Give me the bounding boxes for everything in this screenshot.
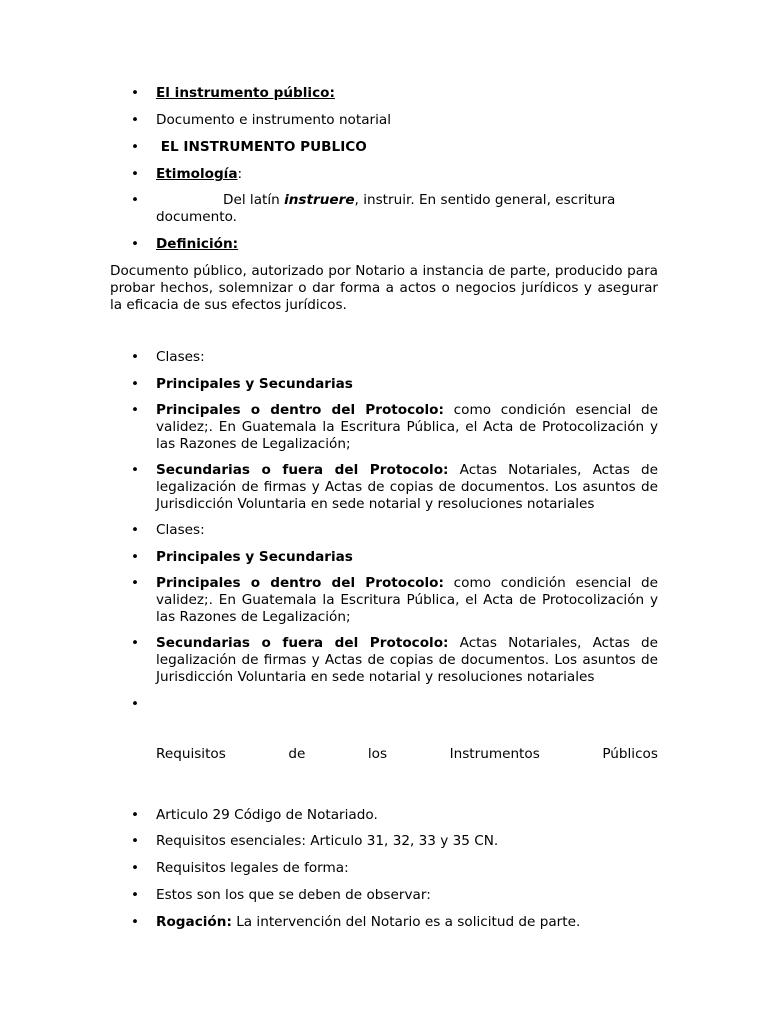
term-rogacion: Rogación: [156,914,232,930]
heading-instrumento-publico: El instrumento público: [156,85,335,101]
bullet-text: Clases: [156,349,205,365]
requisitos-heading [156,746,658,763]
bullet-articulo-29 [156,807,658,824]
term-principales: Principales o dentro del Protocolo: [156,575,444,591]
heading-definicion: Definición: [156,236,239,252]
heading-caps: EL INSTRUMENTO PUBLICO [156,139,367,155]
bullet-text: Articulo 29 Código de Notariado. [156,807,378,823]
term-description: como condición esencial de validez;. En Guatemala la Escritura Pública, el Acta de Protocolización y las Razones de Legalización; [156,575,658,625]
bullet-requisitos-forma [156,860,658,877]
bullet-text: Principales y Secundarias [156,376,353,392]
bullet-documento-instrumento [156,112,658,129]
bullet-clases [156,349,658,366]
requisitos-word: Instrumentos [449,746,540,762]
bullet-text: Clases: [156,522,205,538]
bullet-rogacion [156,914,658,931]
bullet-text: Estos son los que se deben de observar: [156,887,431,903]
term-description: Actas Notariales, Actas de legalización de firmas y Actas de copias de documentos. Los asuntos de Jurisdicción Voluntaria en sede notarial y resoluciones notariales [156,462,659,512]
etimologia-pre: Del latín [223,192,285,208]
bullet-observar [156,887,658,904]
term-secundarias: Secundarias o fuera del Protocolo: [156,635,449,651]
term-secundarias: Secundarias o fuera del Protocolo: [156,462,449,478]
requisitos-word: Requisitos [156,746,226,762]
colon: : [237,166,243,182]
latin-word: instruere [284,192,355,208]
bullet-etimologia-text [156,192,658,226]
term-description: como condición esencial de validez;. En Guatemala la Escritura Pública, el Acta de Protocolización y las Razones de Legalización; [156,402,658,452]
bullet-secundarias-protocolo [156,462,658,512]
requisitos-word: los [367,746,388,762]
term-description: Actas Notariales, Actas de legalización de firmas y Actas de copias de documentos. Los asuntos de Jurisdicción Voluntaria en sede notarial y resoluciones notariales [156,635,659,685]
bullet-instrumento-publico [156,85,658,102]
bullet-definicion [156,236,658,253]
term-principales: Principales o dentro del Protocolo: [156,402,444,418]
bullet-clases [156,522,658,539]
bullet-principales-protocolo [156,402,658,452]
bullet-text: Requisitos legales de forma: [156,860,349,876]
bullet-secundarias-protocolo [156,635,658,685]
etimologia-post: , instruir. En sentido general, escritura documento. [156,192,616,225]
definition-paragraph: Documento público, autorizado por Notario a instancia de parte, producido para probar hechos, solemnizar o dar forma a actos o negocios jurídicos y asegurar la eficacia de sus efectos jurídicos. [110,263,658,313]
bullet-etimologia [156,166,658,183]
bullet-text: Principales y Secundarias [156,549,353,565]
bullet-instrumento-publico-caps [156,139,658,156]
requisitos-word: Públicos [602,746,658,762]
bullet-principales-secundarias [156,549,658,566]
requisitos-word: de [288,746,306,762]
bullet-principales-secundarias [156,376,658,393]
bullet-principales-protocolo [156,575,658,625]
bullet-requisitos-esenciales [156,833,658,850]
bullet-text: Requisitos esenciales: Articulo 31, 32, 33 y 35 CN. [156,833,499,849]
bullet-text: Documento e instrumento notarial [156,112,392,128]
heading-etimologia: Etimología [156,166,238,182]
term-description: La intervención del Notario es a solicitud de parte. [231,914,581,930]
